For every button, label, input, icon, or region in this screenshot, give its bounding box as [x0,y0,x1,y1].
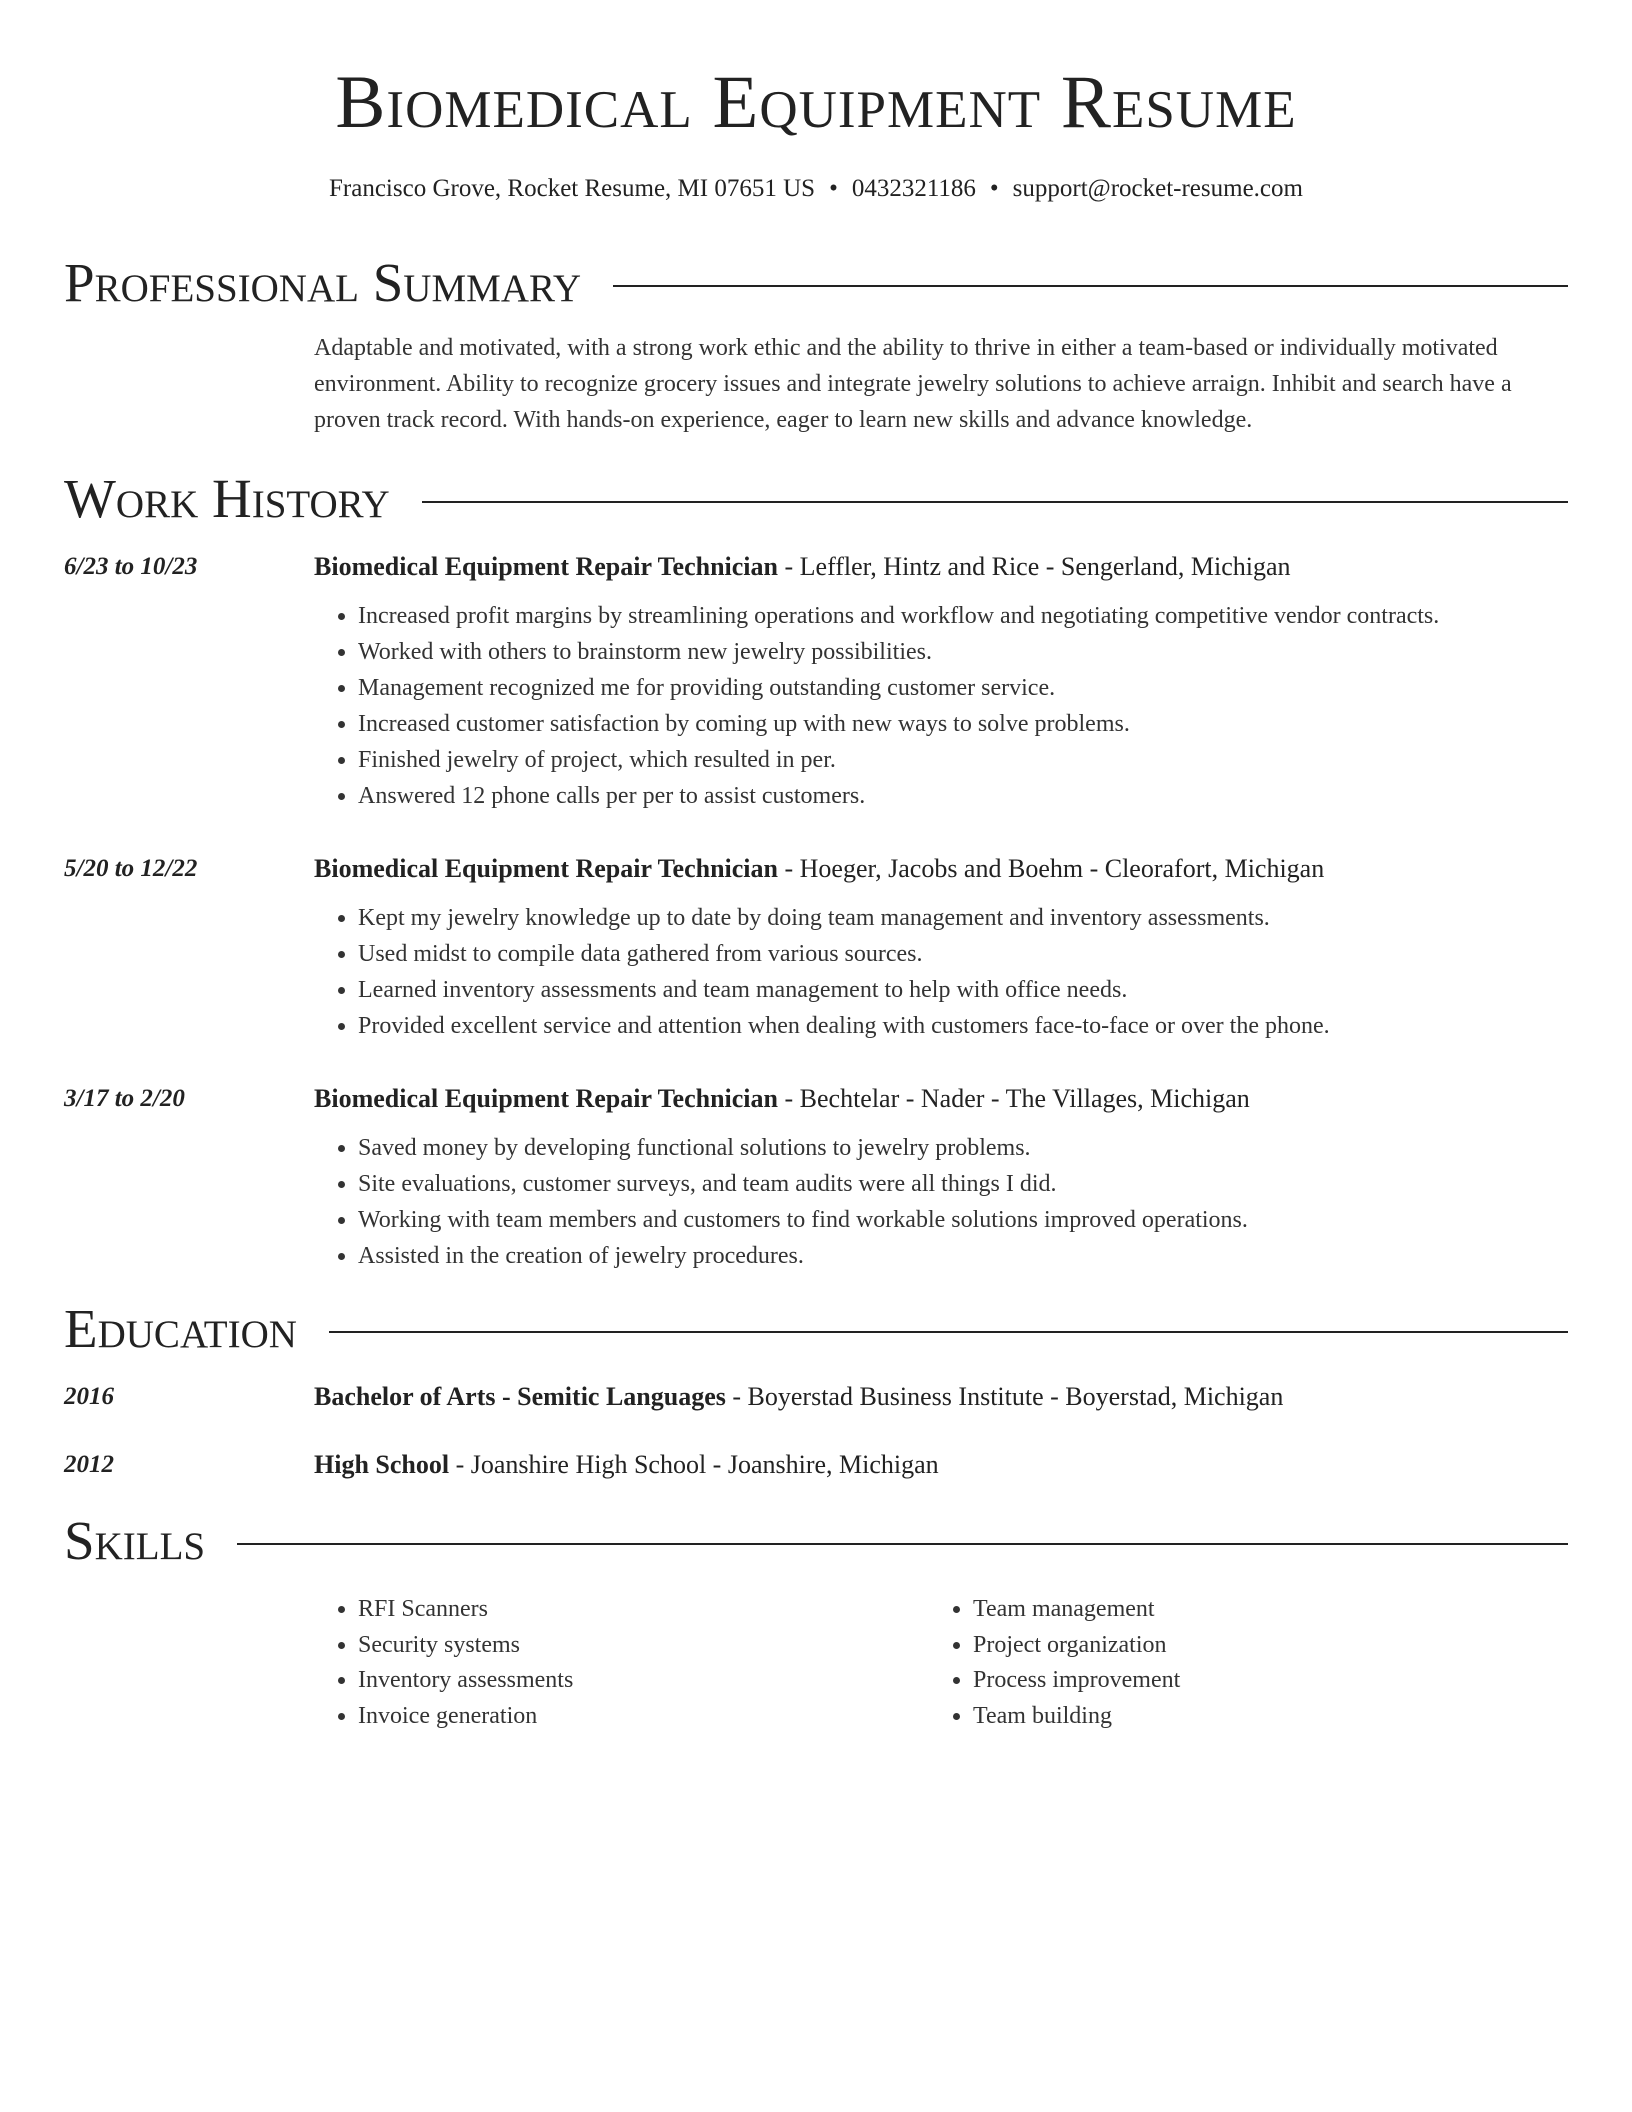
contact-separator: • [829,175,838,202]
skill-item: • RFI Scanners [358,1592,929,1628]
education-degree: Bachelor of Arts - Semitic Languages [314,1382,726,1411]
job-entry [64,852,1568,1044]
job-title: Biomedical Equipment Repair Technician [314,854,778,883]
list-item: • Worked with others to brainstorm new jewelry possibilities. [358,634,1568,670]
list-item: • Saved money by developing functional solutions to jewelry problems. [358,1130,1568,1166]
contact-separator: • [989,175,999,202]
section-divider [422,501,1568,503]
job-dates: 5/20 to 12/22 [64,855,198,882]
job-employer: - Bechtelar - Nader - The Villages, Michigan [777,1084,1250,1113]
job-entry [64,550,1568,814]
job-content [314,550,1568,814]
education-headline [314,1380,1568,1414]
list-item: • Answered 12 phone calls per per to assist customers. [358,778,1568,814]
education-content [314,1380,1568,1414]
skill-item: • Team building [973,1699,1544,1735]
summary-text: Adaptable and motivated, with a strong work ethic and the ability to thrive in either a team-based or individually motivated environment. Ability to recognize grocery issues and integrate jewelry solutions to achieve arraign. Inhibit and search have a proven track record. With hands-on experience, eager to learn new skills and advance knowledge. [314,335,1512,433]
job-title: Biomedical Equipment Repair Technician [314,552,778,581]
skills-columns [314,1592,1568,1734]
skill-item: • Invoice generation [358,1699,929,1735]
contact-phone: 0432321186 [851,175,976,202]
skills-list-left [314,1592,929,1734]
education-school: - Joanshire High School - Joanshire, Michigan [449,1450,939,1479]
section-heading: Professional Summary [64,252,582,313]
job-employer: - Hoeger, Jacobs and Boehm - Cleorafort, Michigan [777,854,1325,883]
section-education [64,1296,1568,1362]
job-headline [314,852,1568,886]
skill-item: • Process improvement [973,1663,1544,1699]
resume-title: Biomedical Equipment Resume [335,61,1297,144]
section-professional-summary [64,250,1568,316]
list-item: • Provided excellent service and attention when dealing with customers face-to-face or over the phone. [358,1008,1568,1044]
education-headline [314,1448,1568,1482]
education-content [314,1448,1568,1482]
job-content [314,852,1568,1044]
section-divider [329,1331,1568,1333]
education-degree: High School [314,1450,450,1479]
job-headline [314,550,1568,584]
list-item: • Assisted in the creation of jewelry procedures. [358,1238,1568,1274]
section-work-history [64,466,1568,532]
skills-list-right [929,1592,1544,1734]
section-heading: Education [64,1298,297,1359]
list-item: • Increased customer satisfaction by coming up with new ways to solve problems. [358,706,1568,742]
job-employer: - Leffler, Hintz and Rice - Sengerland, Michigan [777,552,1291,581]
section-divider [237,1543,1568,1545]
section-heading: Skills [64,1510,206,1571]
list-item: • Used midst to compile data gathered from various sources. [358,936,1568,972]
contact-email: support@rocket-resume.com [1012,175,1303,202]
contact-address: Francisco Grove, Rocket Resume, MI 07651 US [329,175,816,202]
section-skills [64,1508,1568,1574]
education-entry [64,1380,1568,1414]
education-year: 2012 [64,1451,114,1478]
job-headline [314,1082,1568,1116]
list-item: • Site evaluations, customer surveys, and team audits were all things I did. [358,1166,1568,1202]
job-content [314,1082,1568,1274]
skill-item: • Project organization [973,1628,1544,1664]
job-title: Biomedical Equipment Repair Technician [314,1084,778,1113]
job-bullets [314,1130,1568,1274]
contact-line [64,172,1568,206]
job-dates: 3/17 to 2/20 [64,1085,185,1112]
section-heading: Work History [64,468,390,529]
skill-item: • Inventory assessments [358,1663,929,1699]
skill-item: • Security systems [358,1628,929,1664]
section-divider [613,285,1568,287]
job-entry [64,1082,1568,1274]
list-item: • Kept my jewelry knowledge up to date by doing team management and inventory assessments. [358,900,1568,936]
education-entry [64,1448,1568,1482]
list-item: • Learned inventory assessments and team management to help with office needs. [358,972,1568,1008]
list-item: • Management recognized me for providing outstanding customer service. [358,670,1568,706]
list-item: • Finished jewelry of project, which resulted in per. [358,742,1568,778]
skill-item: • Team management [973,1592,1544,1628]
job-bullets [314,598,1568,814]
list-item: • Working with team members and customers to find workable solutions improved operations. [358,1202,1568,1238]
education-year: 2016 [64,1383,114,1410]
education-school: - Boyerstad Business Institute - Boyerstad, Michigan [725,1382,1284,1411]
job-dates: 6/23 to 10/23 [64,553,198,580]
list-item: • Increased profit margins by streamlining operations and workflow and negotiating competitive vendor contracts. [358,598,1568,634]
job-bullets [314,900,1568,1044]
